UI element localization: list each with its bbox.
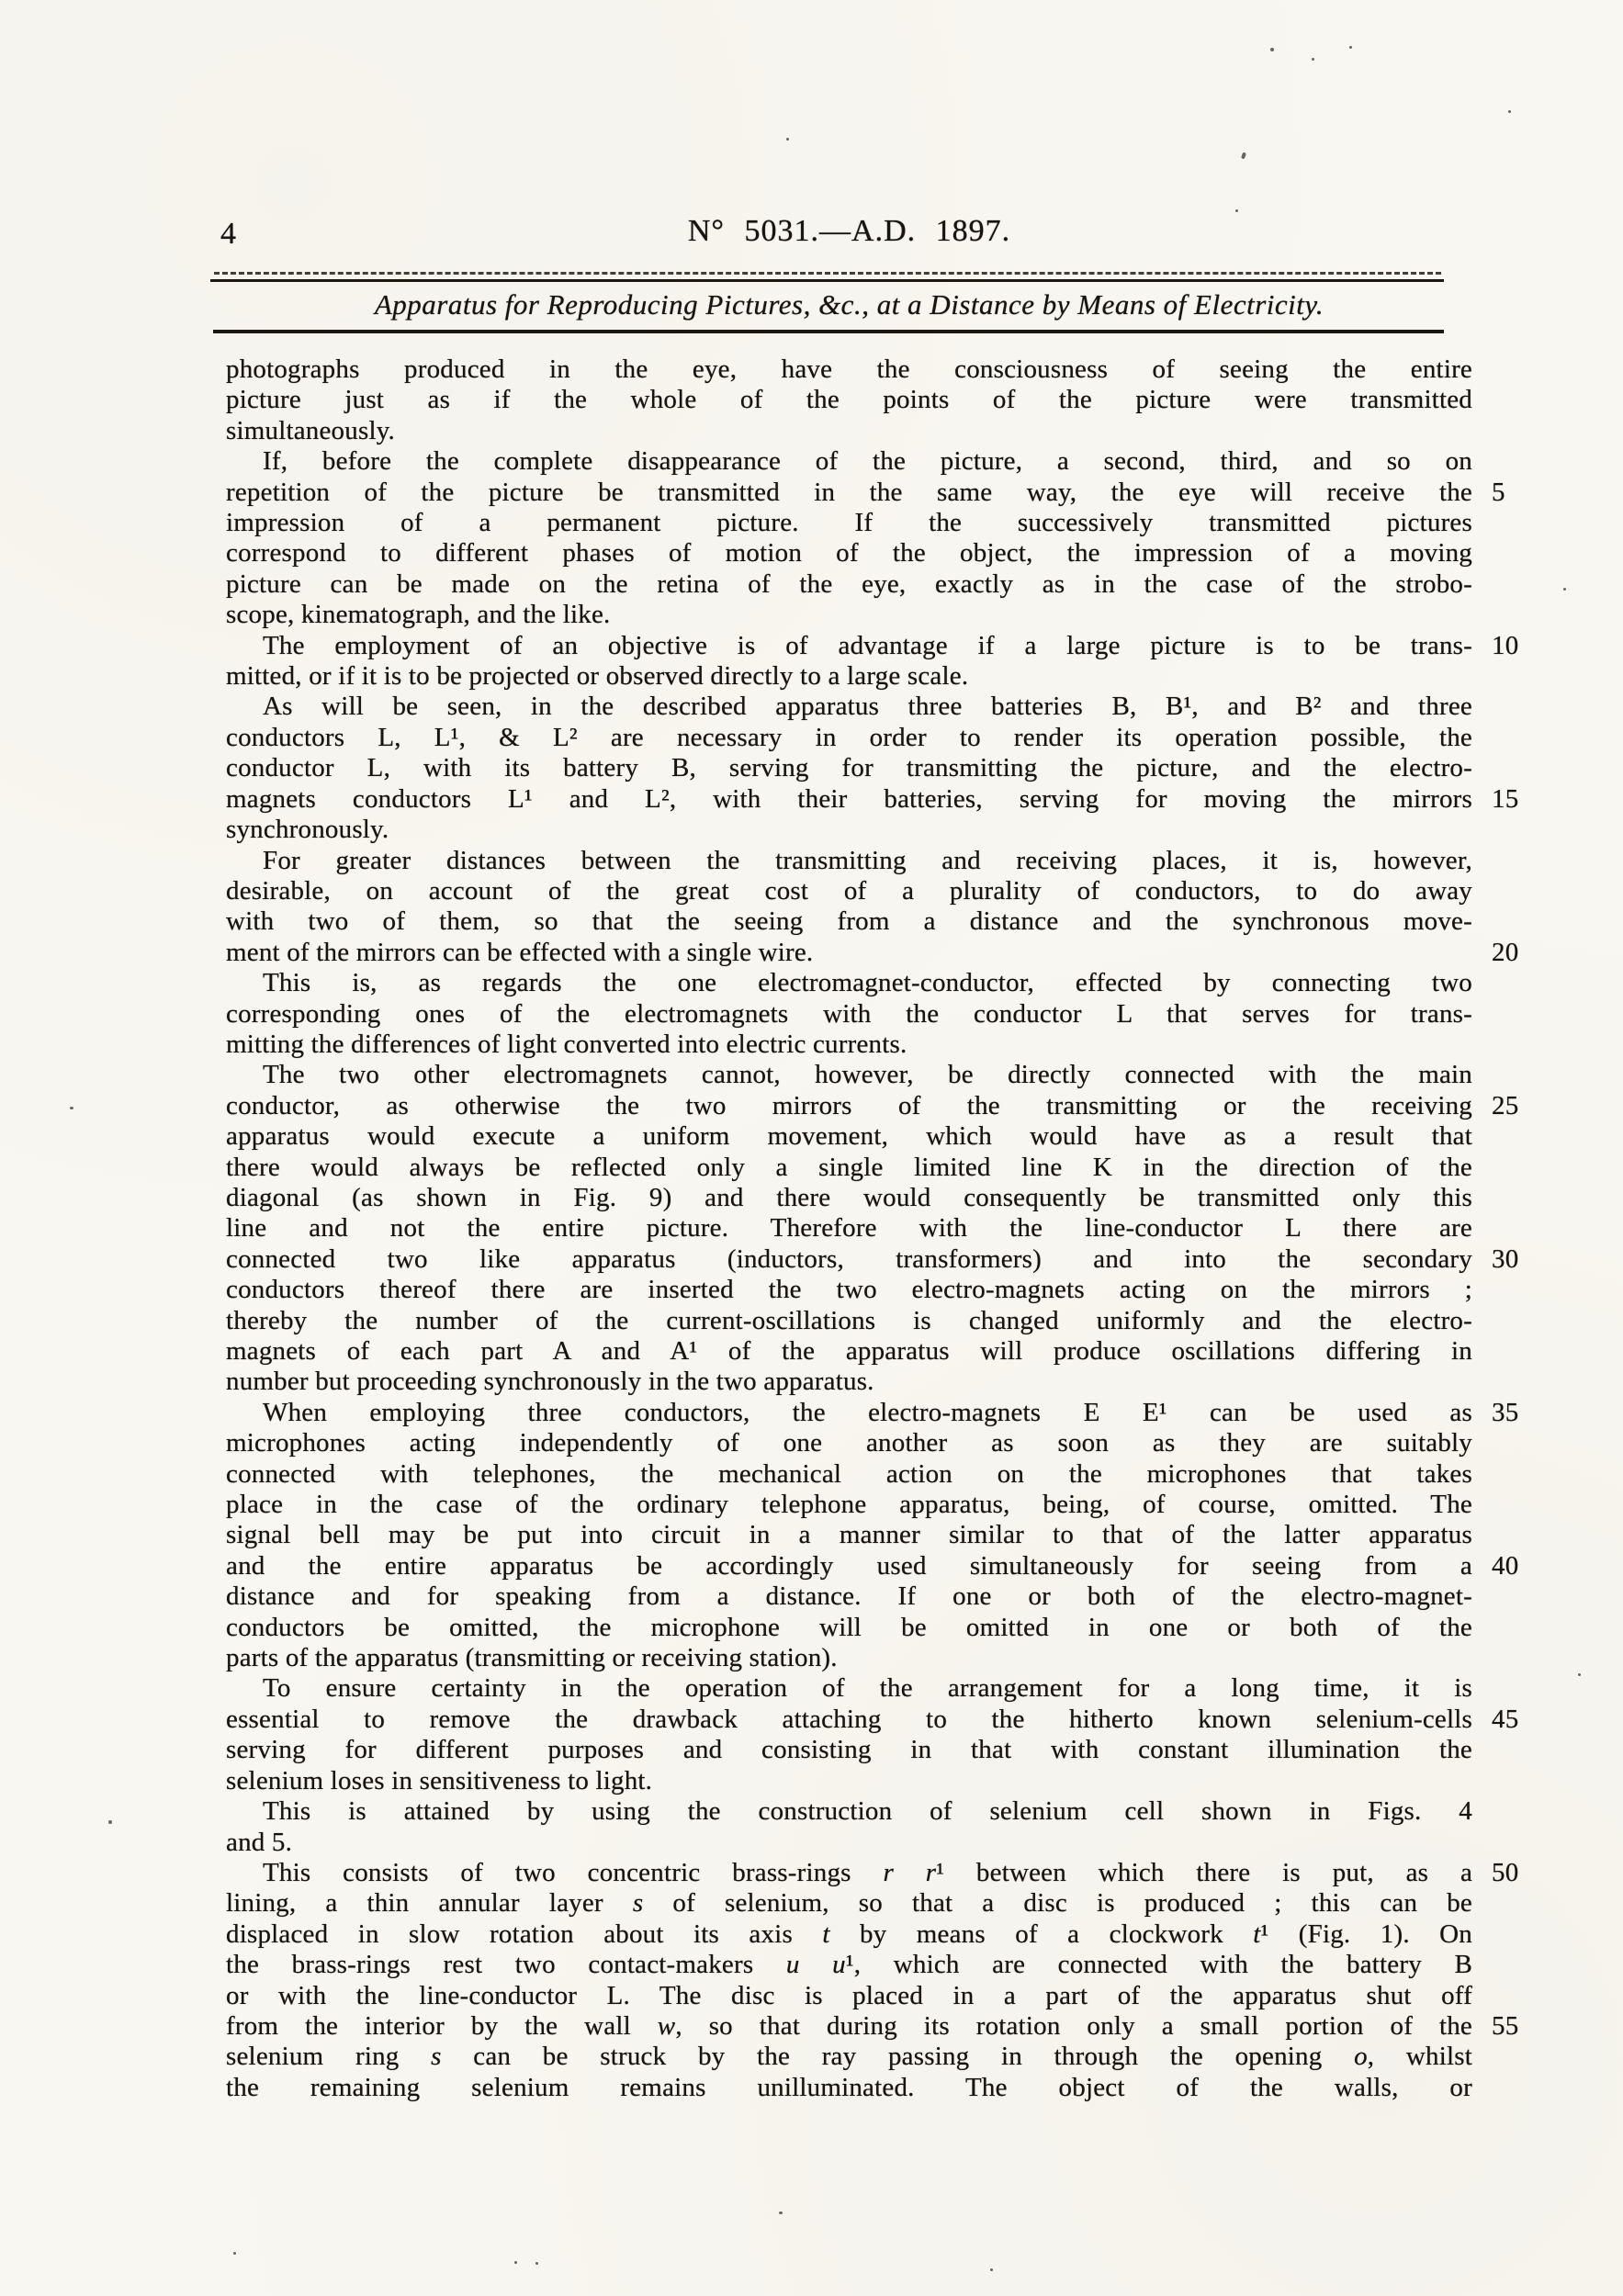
line-number: 25 xyxy=(1492,1090,1519,1120)
text-line: essential to remove the drawback attaching to the hitherto known selenium-cells 45 xyxy=(226,1704,1519,1734)
line-number: 20 xyxy=(1492,937,1519,967)
text-line: This consists of two concentric brass-rings r r¹ between which there is put, as a 50 xyxy=(263,1857,1519,1887)
text-line: selenium ring s can be struck by the ray passing in through the opening o, whilst xyxy=(226,2042,1473,2072)
scan-speck xyxy=(1508,110,1511,113)
text-line: place in the case of the ordinary telephone apparatus, being, of course, omitted. The xyxy=(226,1490,1472,1520)
text-line: picture can be made on the retina of the eye, exactly as in the case of the strobo- xyxy=(226,568,1472,599)
scan-speck xyxy=(514,2261,517,2264)
text-line: and 5. xyxy=(226,1827,293,1857)
text-line: with two of them, so that the seeing from a distance and the synchronous move- xyxy=(226,906,1472,937)
text-line: thereby the number of the current-oscillations is changed uniformly and the electro- xyxy=(226,1305,1472,1335)
text-line: desirable, on account of the great cost of a plurality of conductors, to do away xyxy=(226,875,1472,906)
text-line: As will be seen, in the described apparatus three batteries B, B¹, and B² and three xyxy=(263,692,1472,722)
text-line: mitted, or if it is to be projected or observed directly to a large scale. xyxy=(226,661,969,692)
patent-number-heading: N° 5031.—A.D. 1897. xyxy=(687,214,1011,248)
scan-speck xyxy=(1270,48,1274,51)
text-line: corresponding ones of the electromagnets with the conductor L that serves for trans- xyxy=(226,998,1472,1029)
text-line: the remaining selenium remains unilluminated. The object of the walls, or xyxy=(226,2072,1472,2102)
line-number: 15 xyxy=(1492,783,1519,814)
patent-title: Apparatus for Reproducing Pictures, &c., at a Distance by Means of Electricity. xyxy=(374,288,1324,321)
text-line: conductors be omitted, the microphone will be omitted in one or both of the xyxy=(226,1612,1472,1642)
text-line: distance and for speaking from a distance. If one or both of the electro-magnet- xyxy=(226,1581,1472,1612)
text-line: connected with telephones, the mechanical action on the microphones that takes xyxy=(226,1458,1472,1489)
body-text xyxy=(226,355,1519,2103)
line-number: 50 xyxy=(1492,1857,1519,1887)
text-line: conductor, as otherwise the two mirrors of the transmitting or the receiving 25 xyxy=(226,1090,1519,1120)
line-number: 45 xyxy=(1492,1704,1519,1734)
text-line: parts of the apparatus (transmitting or receiving station). xyxy=(226,1643,838,1673)
scan-speck xyxy=(70,1107,73,1109)
line-number: 35 xyxy=(1492,1397,1519,1427)
scan-speck xyxy=(990,2268,993,2271)
text-line: connected two like apparatus (inductors, transformers) and into the secondary 30 xyxy=(226,1244,1519,1274)
text-line: simultaneously. xyxy=(226,415,395,445)
text-line: synchronously. xyxy=(226,815,389,845)
divider-dashed-rule xyxy=(214,272,1441,275)
text-line: the brass-rings rest two contact-makers u u¹, which are connected with the battery B xyxy=(226,1950,1473,1980)
line-number: 55 xyxy=(1492,2010,1519,2041)
text-line: scope, kinematograph, and the like. xyxy=(226,600,611,630)
line-number: 30 xyxy=(1492,1244,1519,1274)
text-line: ment of the mirrors can be effected with a single wire. 20 xyxy=(226,937,1519,967)
text-line: magnets of each part A and A¹ of the apparatus will produce oscillations differing in xyxy=(226,1336,1472,1366)
text-line: When employing three conductors, the electro-magnets E E¹ can be used as 35 xyxy=(263,1397,1519,1427)
text-line: correspond to different phases of motion of the object, the impression of a moving xyxy=(226,538,1472,568)
scan-speck xyxy=(779,2212,783,2214)
text-line: mitting the differences of light converted into electric currents. xyxy=(226,1029,907,1059)
text-line: conductors thereof there are inserted the two electro-magnets acting on the mirrors ; xyxy=(226,1275,1472,1305)
text-line: diagonal (as shown in Fig. 9) and there would consequently be transmitted only this xyxy=(226,1182,1472,1212)
line-number: 40 xyxy=(1492,1550,1519,1581)
scan-speck xyxy=(233,2252,236,2255)
text-line: conductors L, L¹, & L² are necessary in order to render its operation possible, the xyxy=(226,722,1472,752)
text-line: serving for different purposes and consisting in that with constant illumination the xyxy=(226,1735,1472,1765)
text-line: impression of a permanent picture. If the successively transmitted pictures xyxy=(226,508,1472,538)
scan-speck xyxy=(1349,46,1352,49)
text-line: If, before the complete disappearance of the picture, a second, third, and so on xyxy=(263,446,1472,477)
scan-speck xyxy=(1312,58,1314,61)
page-number: 4 xyxy=(220,217,236,251)
line-number: 5 xyxy=(1492,477,1505,507)
divider-rule-top xyxy=(210,279,1444,282)
text-line: conductor L, with its battery B, serving for transmitting the picture, and the electro- xyxy=(226,753,1472,783)
scan-speck xyxy=(1578,1673,1581,1676)
text-line: This is attained by using the construction of selenium cell shown in Figs. 4 xyxy=(263,1796,1472,1827)
text-line: For greater distances between the transmitting and receiving places, it is, however, xyxy=(263,845,1472,875)
text-line: photographs produced in the eye, have the consciousness of seeing the entire xyxy=(226,355,1472,384)
divider-rule-bottom xyxy=(213,330,1444,333)
scan-speck xyxy=(786,138,789,141)
scan-speck xyxy=(1563,588,1566,591)
text-line: magnets conductors L¹ and L², with their batteries, serving for moving the mirrors 15 xyxy=(226,783,1519,814)
text-line: microphones acting independently of one another as soon as they are suitably xyxy=(226,1428,1472,1458)
text-line: lining, a thin annular layer s of selenium, so that a disc is produced ; this can be xyxy=(226,1888,1472,1919)
text-line: from the interior by the wall w, so that during its rotation only a small portion of the 55 xyxy=(226,2010,1519,2041)
scan-speck xyxy=(1235,209,1238,212)
line-number: 10 xyxy=(1492,630,1519,660)
text-line: line and not the entire picture. Therefore with the line-conductor L there are xyxy=(226,1213,1472,1244)
text-line: repetition of the picture be transmitted in the same way, the eye will receive the 5 xyxy=(226,477,1505,507)
scan-speck xyxy=(108,1820,112,1824)
text-line: This is, as regards the one electromagnet-conductor, effected by connecting two xyxy=(263,968,1472,998)
scan-speck xyxy=(1241,152,1246,160)
text-line: apparatus would execute a uniform movement, which would have as a result that xyxy=(226,1121,1472,1152)
scan-speck xyxy=(535,2262,538,2265)
text-line: picture just as if the whole of the points of the picture were transmitted xyxy=(226,385,1472,415)
text-line: number but proceeding synchronously in the two apparatus. xyxy=(226,1367,874,1397)
text-line: displaced in slow rotation about its axis t by means of a clockwork t¹ (Fig. 1). On xyxy=(226,1919,1472,1949)
text-line: The employment of an objective is of advantage if a large picture is to be trans- 10 xyxy=(263,630,1519,660)
text-line: and the entire apparatus be accordingly used simultaneously for seeing from a 40 xyxy=(226,1550,1519,1581)
text-line: signal bell may be put into circuit in a manner similar to that of the latter apparatus xyxy=(226,1520,1472,1550)
text-line: there would always be reflected only a single limited line K in the direction of the xyxy=(226,1152,1472,1182)
text-line: The two other electromagnets cannot, however, be directly connected with the main xyxy=(263,1060,1472,1090)
text-line: selenium loses in sensitiveness to light. xyxy=(226,1765,653,1795)
text-line: To ensure certainty in the operation of the arrangement for a long time, it is xyxy=(263,1673,1472,1704)
text-line: or with the line-conductor L. The disc is placed in a part of the apparatus shut off xyxy=(226,1980,1472,2010)
